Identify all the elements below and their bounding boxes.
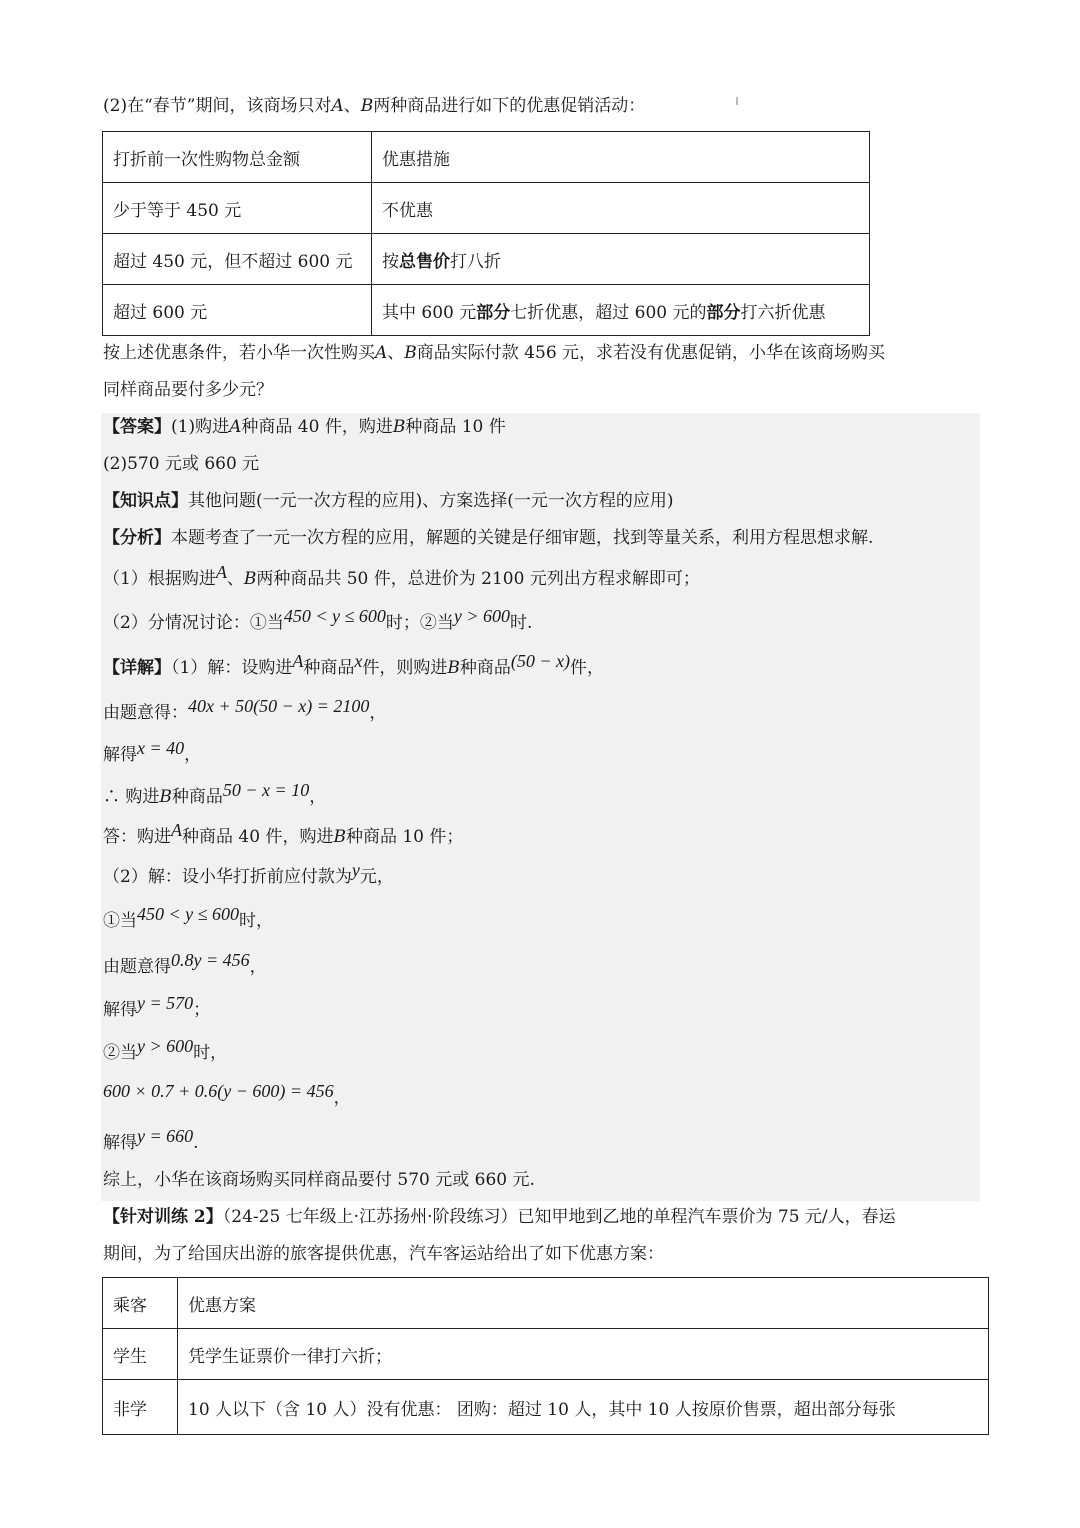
- separator: 、: [387, 343, 405, 363]
- analysis-text: （2）分情况讨论：①当: [103, 613, 284, 633]
- var-a: A: [331, 96, 344, 116]
- detail-text: ②当: [103, 1043, 137, 1063]
- detail-text: ，: [333, 1088, 351, 1108]
- intro-text: (2)在“春节”期间，该商场只对: [103, 96, 332, 116]
- training-text: （24-25 七年级上·江苏扬州·阶段练习）已知甲地到乙地的单程汽车票价为 75 元/人，春运: [222, 1207, 896, 1227]
- math-expression: y = 570: [137, 993, 194, 1013]
- training-line-2: 期间，为了给国庆出游的旅客提供优惠，汽车客运站给出了如下优惠方案：: [103, 1244, 664, 1264]
- math-expression: 50 − x = 10: [222, 780, 310, 800]
- detail-label: 【详解】: [103, 658, 171, 678]
- detail-line-1: [103, 651, 604, 680]
- math-expression: y > 600: [137, 1036, 194, 1056]
- analysis-line: [103, 526, 873, 550]
- knowledge-text: 其他问题(一元一次方程的应用)、方案选择(一元一次方程的应用): [188, 491, 674, 511]
- math-var: A: [171, 820, 182, 840]
- detail-text: 由题意得：: [103, 703, 188, 723]
- detail-text: 时，: [193, 1043, 228, 1063]
- intro-line: [103, 94, 645, 118]
- question-line-2: 同样商品要付多少元？: [103, 380, 273, 400]
- answer-line-2: (2)570 元或 660 元: [103, 454, 260, 474]
- detail-text: ，: [249, 957, 267, 977]
- cell-text: 其中 600 元: [382, 302, 477, 323]
- var-b: B: [333, 827, 346, 847]
- detail-line-6: [103, 860, 394, 889]
- detail-text: 种商品 10 件；: [345, 827, 464, 847]
- table-row: [103, 132, 870, 183]
- cell-text: 打八折: [450, 251, 501, 272]
- var-b: B: [392, 417, 406, 437]
- math-expression: x = 40: [137, 738, 185, 758]
- cell-bold-text: 总售价: [399, 251, 450, 272]
- cell-bold-text: 部分: [476, 302, 511, 323]
- detail-text: 答：购进: [103, 827, 171, 847]
- detail-text: .: [193, 1133, 199, 1153]
- table-cell: 优惠措施: [372, 132, 870, 183]
- ticket-discount-table: [102, 1277, 989, 1435]
- math-expression: y > 600: [453, 606, 510, 626]
- math-expression: 450 < y ≤ 600: [137, 904, 240, 924]
- detail-text: 件，则购进: [362, 658, 448, 678]
- detail-text: ，: [369, 703, 387, 723]
- separator: 、: [343, 96, 361, 116]
- detail-text: ∴ 购进: [103, 787, 160, 807]
- analysis-text: （1）根据购进: [103, 569, 216, 589]
- detail-line-2: [103, 696, 387, 725]
- detail-conclusion: 综上，小华在该商场购买同样商品要付 570 元或 660 元.: [103, 1170, 535, 1190]
- var-b: B: [243, 569, 257, 589]
- table-cell: 10 人以下（含 10 人）没有优惠： 团购：超过 10 人，其中 10 人按原价售票，超出部分每张: [178, 1380, 989, 1435]
- detail-text: ；: [193, 1000, 211, 1020]
- detail-text: ，: [184, 745, 202, 765]
- math-var: y: [351, 860, 360, 880]
- detail-text: 件，: [569, 658, 604, 678]
- analysis-label: 【分析】: [103, 528, 171, 548]
- math-expression: 450 < y ≤ 600: [283, 606, 386, 626]
- separator: 、: [226, 569, 244, 589]
- math-var: A: [215, 562, 227, 582]
- table-row: [103, 183, 870, 234]
- detail-text: 由题意得: [103, 957, 171, 977]
- table-row: [103, 1278, 989, 1329]
- detail-text: 种商品: [303, 658, 355, 678]
- knowledge-line: [103, 489, 674, 513]
- table-cell: 优惠方案: [178, 1278, 989, 1329]
- question-text: 商品实际付款 456 元，求若没有优惠促销，小华在该商场购买: [416, 343, 886, 363]
- answer-text: (1)购进: [171, 417, 230, 437]
- analysis-text: 两种商品共 50 件，总进价为 2100 元列出方程求解即可；: [256, 569, 700, 589]
- detail-text: 种商品 40 件，购进: [182, 827, 334, 847]
- knowledge-label: 【知识点】: [103, 491, 188, 511]
- discount-table: [102, 131, 870, 336]
- analysis-text: 本题考查了一元一次方程的应用，解题的关键是仔细审题，找到等量关系，利用方程思想求解.: [171, 528, 874, 548]
- question-line-1: [103, 341, 885, 365]
- math-expression: y = 660: [137, 1126, 194, 1146]
- table-row: [103, 285, 870, 336]
- detail-text: 种商品: [171, 787, 223, 807]
- answer-line-1: [103, 415, 506, 439]
- table-cell: 打折前一次性购物总金额: [103, 132, 372, 183]
- detail-text: （1）解：设购进: [171, 658, 293, 678]
- answer-text: 种商品 10 件: [405, 417, 506, 437]
- training-label: 【针对训练 2】: [103, 1207, 223, 1227]
- detail-line-9: [103, 993, 211, 1022]
- answer-label: 【答案】: [103, 417, 171, 437]
- table-row: [103, 234, 870, 285]
- math-expression: 0.8y = 456: [171, 950, 250, 970]
- detail-line-3: [103, 738, 202, 767]
- var-a: A: [229, 417, 242, 437]
- table-row: [103, 1380, 989, 1435]
- var-b: B: [447, 658, 460, 678]
- detail-text: 解得: [103, 1000, 137, 1020]
- detail-text: 种商品: [459, 658, 511, 678]
- var-b: B: [360, 96, 374, 116]
- math-expression: (50 − x): [510, 651, 570, 671]
- detail-line-12: [103, 1126, 199, 1155]
- analysis-point-1: [103, 562, 700, 591]
- table-cell: [372, 285, 870, 336]
- math-var: A: [292, 651, 304, 671]
- math-expression: 40x + 50(50 − x) = 2100: [188, 696, 370, 716]
- table-row: [103, 1329, 989, 1380]
- table-cell: [372, 234, 870, 285]
- math-expression: 600 × 0.7 + 0.6(y − 600) = 456: [103, 1081, 334, 1101]
- scan-mark: [736, 97, 738, 105]
- detail-text: 解得: [103, 1133, 137, 1153]
- analysis-text: 时.: [509, 613, 533, 633]
- detail-text: ，: [309, 787, 327, 807]
- cell-text: 按: [382, 251, 399, 272]
- table-cell: 凭学生证票价一律打六折；: [178, 1329, 989, 1380]
- detail-line-5: [103, 820, 464, 849]
- math-var: x: [354, 651, 363, 671]
- answer-text: 种商品 40 件，购进: [241, 417, 393, 437]
- table-cell: 非学: [103, 1380, 178, 1435]
- table-cell: 学生: [103, 1329, 178, 1380]
- var-b: B: [159, 787, 172, 807]
- question-text: 按上述优惠条件，若小华一次性购买: [103, 343, 375, 363]
- detail-text: （2）解：设小华打折前应付款为: [103, 867, 352, 887]
- table-cell: 超过 600 元: [103, 285, 372, 336]
- detail-line-7: [103, 904, 274, 933]
- cell-text: 七折优惠，超过 600 元的: [510, 302, 707, 323]
- intro-rest: 两种商品进行如下的优惠促销活动：: [373, 96, 646, 116]
- detail-text: 时，: [239, 911, 274, 931]
- analysis-text: 时；②当: [385, 613, 454, 633]
- var-a: A: [375, 343, 388, 363]
- table-cell: 不优惠: [372, 183, 870, 234]
- cell-bold-text: 部分: [706, 302, 741, 323]
- cell-text: 打六折优惠: [740, 302, 826, 323]
- table-cell: 乘客: [103, 1278, 178, 1329]
- detail-line-11: [103, 1081, 351, 1110]
- table-cell: 超过 450 元，但不超过 600 元: [103, 234, 372, 285]
- table-cell: 少于等于 450 元: [103, 183, 372, 234]
- detail-line-10: [103, 1036, 228, 1065]
- training-line-1: [103, 1205, 896, 1229]
- detail-text: 解得: [103, 745, 137, 765]
- analysis-point-2: [103, 606, 533, 635]
- var-b: B: [404, 343, 417, 363]
- detail-line-4: [103, 780, 327, 809]
- detail-text: ①当: [103, 911, 137, 931]
- detail-text: 元，: [359, 867, 394, 887]
- detail-line-8: [103, 950, 267, 979]
